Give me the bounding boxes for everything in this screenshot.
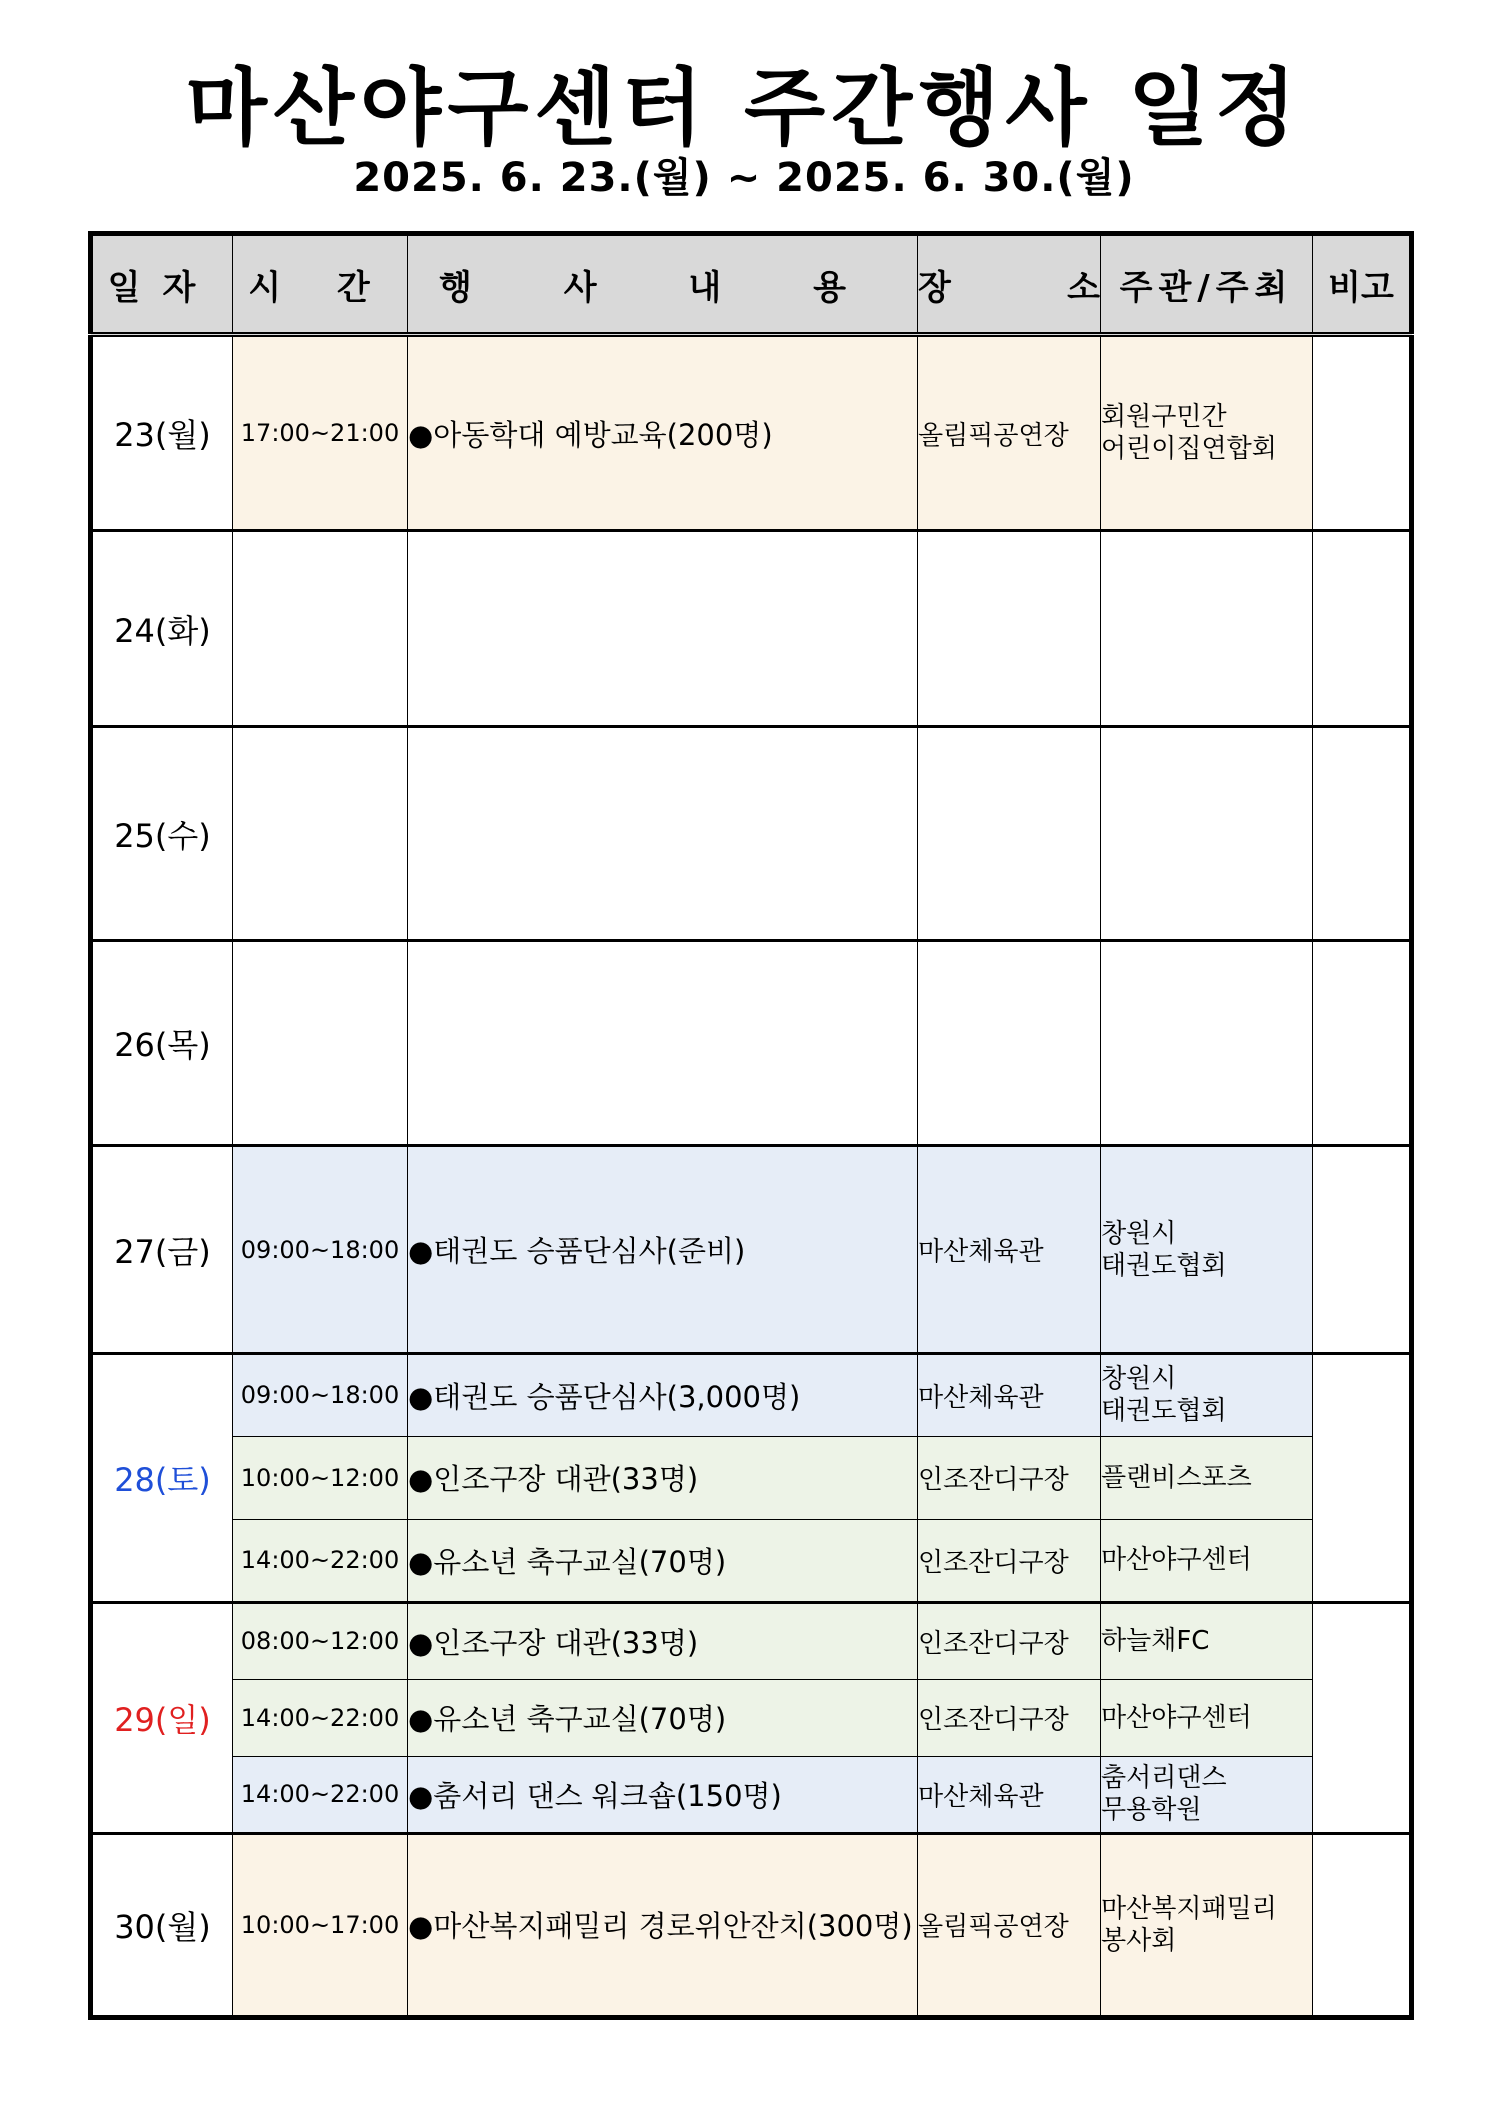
organizer-line: 태권도협회 [1101,1250,1227,1281]
header-time: 시 간 [233,234,408,335]
note-cell [1313,1353,1412,1602]
time-cell: 10:00~17:00 [233,1833,408,2017]
organizer-line: 춤서리댄스 [1101,1763,1227,1794]
organizer-line: 마산야구센터 [1101,1545,1252,1576]
event-cell: ●유소년 축구교실(70명) [408,1519,918,1602]
organizer-cell [1101,1833,1313,2017]
table-row [91,1833,1412,2017]
organizer-line: 창원시 [1101,1218,1177,1249]
organizer-line: 회원구민간 [1101,402,1227,433]
event-cell: ●인조구장 대관(33명) [408,1602,918,1679]
table-row [91,1353,1412,1436]
organizer-line: 태권도협회 [1101,1396,1227,1427]
day-cell: 24(화) [91,531,233,727]
event-cell: ●춤서리 댄스 워크숍(150명) [408,1756,918,1833]
day-cell: 23(월) [91,335,233,531]
organizer-cell [1101,1146,1313,1353]
place-cell: 인조잔디구장 [918,1602,1101,1679]
place-cell: 인조잔디구장 [918,1519,1101,1602]
page-title: 마산야구센터 주간행사 일정 [185,59,1303,157]
place-cell: 인조잔디구장 [918,1679,1101,1756]
place-cell: 인조잔디구장 [918,1436,1101,1519]
organizer-line: 어린이집연합회 [1101,434,1277,465]
day-cell: 27(금) [91,1146,233,1353]
time-cell: 14:00~22:00 [233,1756,408,1833]
organizer-line: 봉사회 [1101,1925,1177,1956]
time-cell: 09:00~18:00 [233,1146,408,1353]
place-cell: 올림픽공연장 [918,335,1101,531]
time-cell: 17:00~21:00 [233,335,408,531]
organizer-cell [1101,1436,1313,1519]
place-cell: 마산체육관 [918,1756,1101,1833]
organizer-cell [1101,335,1313,531]
note-cell [1313,727,1412,941]
header-organizer: 주관/주최 [1101,234,1313,335]
place-cell: 마산체육관 [918,1353,1101,1436]
organizer-cell [1101,1756,1313,1833]
header-place: 장 소 [918,234,1101,335]
note-cell [1313,1602,1412,1833]
table-row [91,1519,1412,1602]
note-cell [1313,335,1412,531]
time-cell: 14:00~22:00 [233,1519,408,1602]
event-cell: ●태권도 승품단심사(3,000명) [408,1353,918,1436]
header-row [91,234,1412,335]
day-cell: 30(월) [91,1833,233,2017]
day-cell: 28(토) [91,1353,233,1602]
organizer-line: 마산복지패밀리 [1101,1893,1277,1924]
header-date: 일자 [91,234,233,335]
organizer-line: 무용학원 [1101,1795,1202,1826]
event-cell: ●인조구장 대관(33명) [408,1436,918,1519]
table-row [91,531,1412,727]
table-row [91,335,1412,531]
table-row [91,1602,1412,1679]
table-row [91,1436,1412,1519]
day-cell: 29(일) [91,1602,233,1833]
event-cell: ●마산복지패밀리 경로위안잔치(300명) [408,1833,918,2017]
event-cell: ●아동학대 예방교육(200명) [408,335,918,531]
table-row [91,727,1412,941]
header-note: 비고 [1313,234,1412,335]
table-row [91,1679,1412,1756]
time-cell: 09:00~18:00 [233,1353,408,1436]
date-range: 2025. 6. 23.(월) ~ 2025. 6. 30.(월) [353,155,1135,201]
note-cell [1313,941,1412,1146]
day-cell: 26(목) [91,941,233,1146]
time-cell: 14:00~22:00 [233,1679,408,1756]
time-cell: 08:00~12:00 [233,1602,408,1679]
note-cell [1313,1146,1412,1353]
organizer-line: 플랜비스포츠 [1101,1462,1252,1493]
day-cell: 25(수) [91,727,233,941]
place-cell: 올림픽공연장 [918,1833,1101,2017]
note-cell [1313,1833,1412,2017]
organizer-line: 창원시 [1101,1364,1177,1395]
table-row [91,1756,1412,1833]
table-row [91,941,1412,1146]
schedule-table [88,231,1414,2020]
organizer-cell [1101,1602,1313,1679]
organizer-line: 하늘채FC [1101,1626,1210,1657]
organizer-line: 마산야구센터 [1101,1702,1252,1733]
event-cell: ●태권도 승품단심사(준비) [408,1146,918,1353]
organizer-cell [1101,1353,1313,1436]
time-cell: 10:00~12:00 [233,1436,408,1519]
event-cell: ●유소년 축구교실(70명) [408,1679,918,1756]
place-cell: 마산체육관 [918,1146,1101,1353]
table-row [91,1146,1412,1353]
organizer-cell [1101,1679,1313,1756]
note-cell [1313,531,1412,727]
header-event: 행 사 내 용 [408,234,918,335]
organizer-cell [1101,1519,1313,1602]
